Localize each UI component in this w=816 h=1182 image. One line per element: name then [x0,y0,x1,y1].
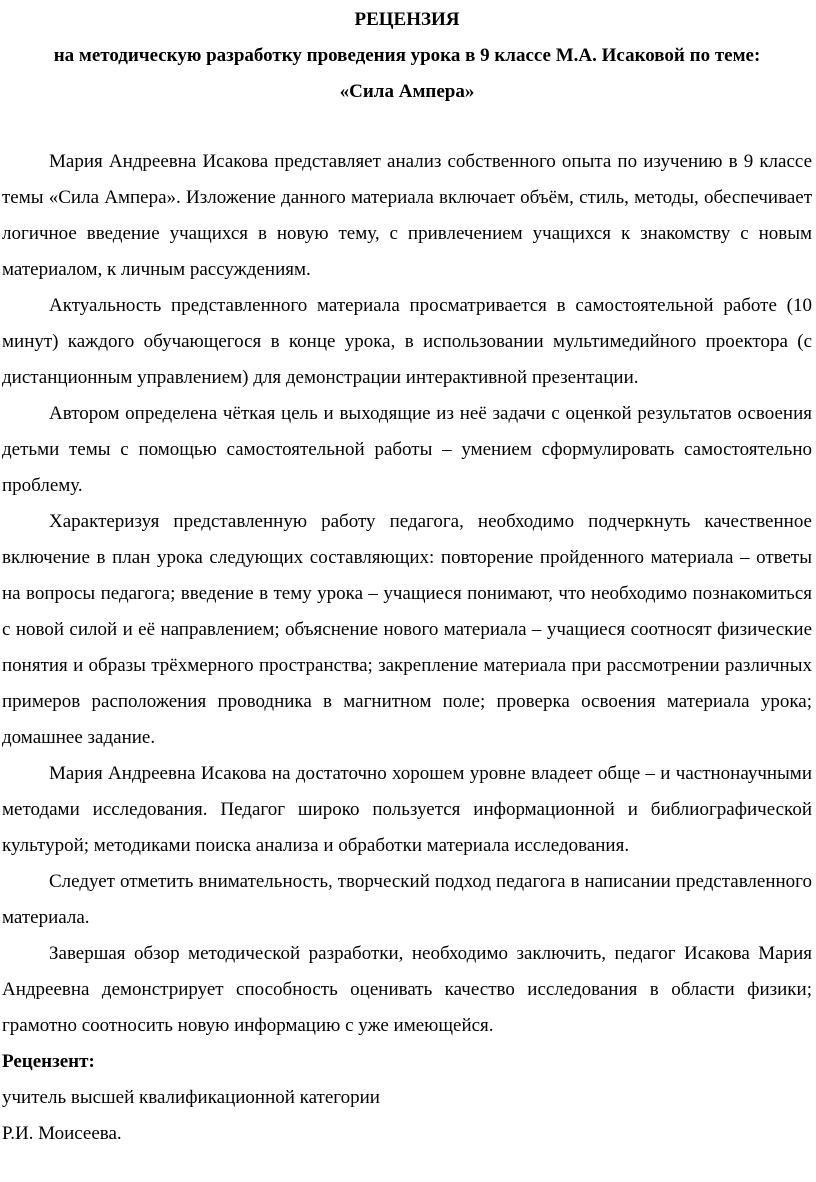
paragraph-methods: Мария Андреевна Исакова на достаточно хорошем уровне владеет обще – и частнонаучными методами исследования. Педагог широко пользуется информационной и библиографической культурой; методиками поиска анализа и обработки материала исследования. [2,763,812,856]
reviewer-label: Рецензент: [2,1051,95,1072]
paragraph-conclusion: Завершая обзор методической разработки, необходимо заключить, педагог Исакова Мария Андреевна демонстрирует способность оценивать качество исследования в области физики; грамотно соотносить новую информацию с уже имеющейся. [2,943,812,1036]
paragraph-lesson-plan: Характеризуя представленную работу педагога, необходимо подчеркнуть качественное включение в план урока следующих составляющих: повторение пройденного материала – ответы на вопросы педагога; введение в тему урока – учащиеся понимают, что необходимо познакомиться с новой силой и её направлением; объяснение нового материала – учащиеся соотносят физические понятия и образы трёхмерного пространства; закрепление материала при рассмотрении различных примеров расположения проводника в магнитном поле; проверка освоения материала урока; домашнее задание. [2,511,812,748]
paragraph-goals: Автором определена чёткая цель и выходящие из неё задачи с оценкой результатов освоения детьми темы с помощью самостоятельной работы – умением сформулировать самостоятельно проблему. [2,403,812,496]
paragraph-creativity: Следует отметить внимательность, творческий подход педагога в написании представленного материала. [2,871,812,928]
document-body [2,144,812,1044]
document-title: РЕЦЕНЗИЯ [354,9,460,30]
document-subtitle-line2: «Сила Ампера» [339,81,475,102]
paragraph-intro: Мария Андреевна Исакова представляет анализ собственного опыта по изучению в 9 классе темы «Сила Ампера». Изложение данного материала включает объём, стиль, методы, обеспечивает логичное введение учащихся в новую тему, с привлечением учащихся к знакомству с новым материалом, к личным рассуждениям. [2,151,812,280]
paragraph-relevance: Актуальность представленного материала просматривается в самостоятельной работе (10 минут) каждого обучающегося в конце урока, в использовании мультимедийного проектора (с дистанционным управлением) для демонстрации интерактивной презентации. [2,295,812,388]
reviewer-name: Р.И. Моисеева. [2,1123,122,1144]
document-subtitle-line1: на методическую разработку проведения урока в 9 классе М.А. Исаковой по теме: [53,45,761,66]
reviewer-position: учитель высшей квалификационной категории [2,1087,380,1108]
